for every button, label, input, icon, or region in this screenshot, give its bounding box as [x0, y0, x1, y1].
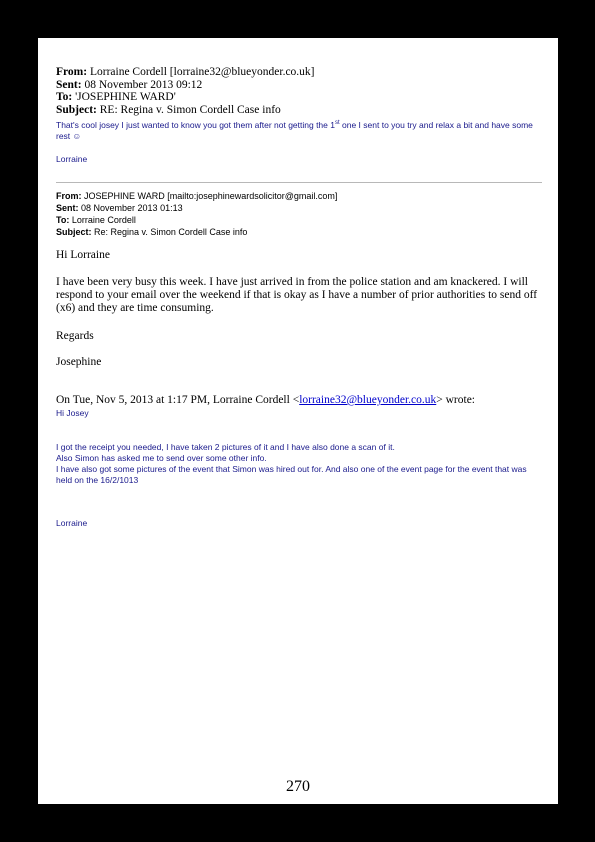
email3-line-2: Also Simon has asked me to send over some other info.	[56, 453, 267, 463]
email2-subject: Subject: Re: Regina v. Simon Cordell Case info	[56, 227, 248, 237]
email3-intro: On Tue, Nov 5, 2013 at 1:17 PM, Lorraine Cordell <lorraine32@blueyonder.co.uk> wrote:	[56, 394, 475, 406]
email2-signature: Josephine	[56, 356, 102, 368]
email3-line-1: I got the receipt you needed, I have taken 2 pictures of it and I have also done a scan of it.	[56, 442, 395, 452]
email2-header	[56, 190, 544, 238]
email2-sent: Sent: 08 November 2013 01:13	[56, 203, 183, 213]
email3-line-3: I have also got some pictures of the event that Simon was hired out for. And also one of the event page for the event that was held on the 16/2/1013	[56, 464, 527, 485]
email2-to: To: Lorraine Cordell	[56, 215, 136, 225]
page-number: 270	[286, 778, 310, 795]
email1-signature: Lorraine	[56, 154, 88, 164]
email1-from: From: Lorraine Cordell [lorraine32@blueyonder.co.uk]	[56, 66, 315, 78]
email2-from: From: JOSEPHINE WARD [mailto:josephinewardsolicitor@gmail.com]	[56, 191, 338, 201]
email1-header	[56, 66, 544, 116]
email3-signature: Lorraine	[56, 518, 88, 528]
email1-subject: Subject: RE: Regina v. Simon Cordell Case info	[56, 103, 281, 116]
email-link[interactable]: lorraine32@blueyonder.co.uk	[299, 394, 437, 406]
document-page	[38, 38, 558, 804]
email3-greeting: Hi Josey	[56, 408, 89, 418]
email3-body	[56, 442, 544, 486]
email1-sent: Sent: 08 November 2013 09:12	[56, 78, 203, 91]
email2-greeting: Hi Lorraine	[56, 249, 110, 261]
email1-body: That's cool josey I just wanted to know you got them after not getting the 1st one I sent to you try and relax a bit and have some rest ☺	[56, 120, 533, 141]
email2-body: I have been very busy this week. I have just arrived in from the police station and am knackered. I will respond to your email over the weekend if that is okay as I have a number of prior authorities to send off (x6) and they are time consuming.	[56, 276, 538, 314]
separator-line	[56, 182, 542, 183]
email2-regards: Regards	[56, 330, 94, 342]
email1-to: To: 'JOSEPHINE WARD'	[56, 91, 176, 104]
